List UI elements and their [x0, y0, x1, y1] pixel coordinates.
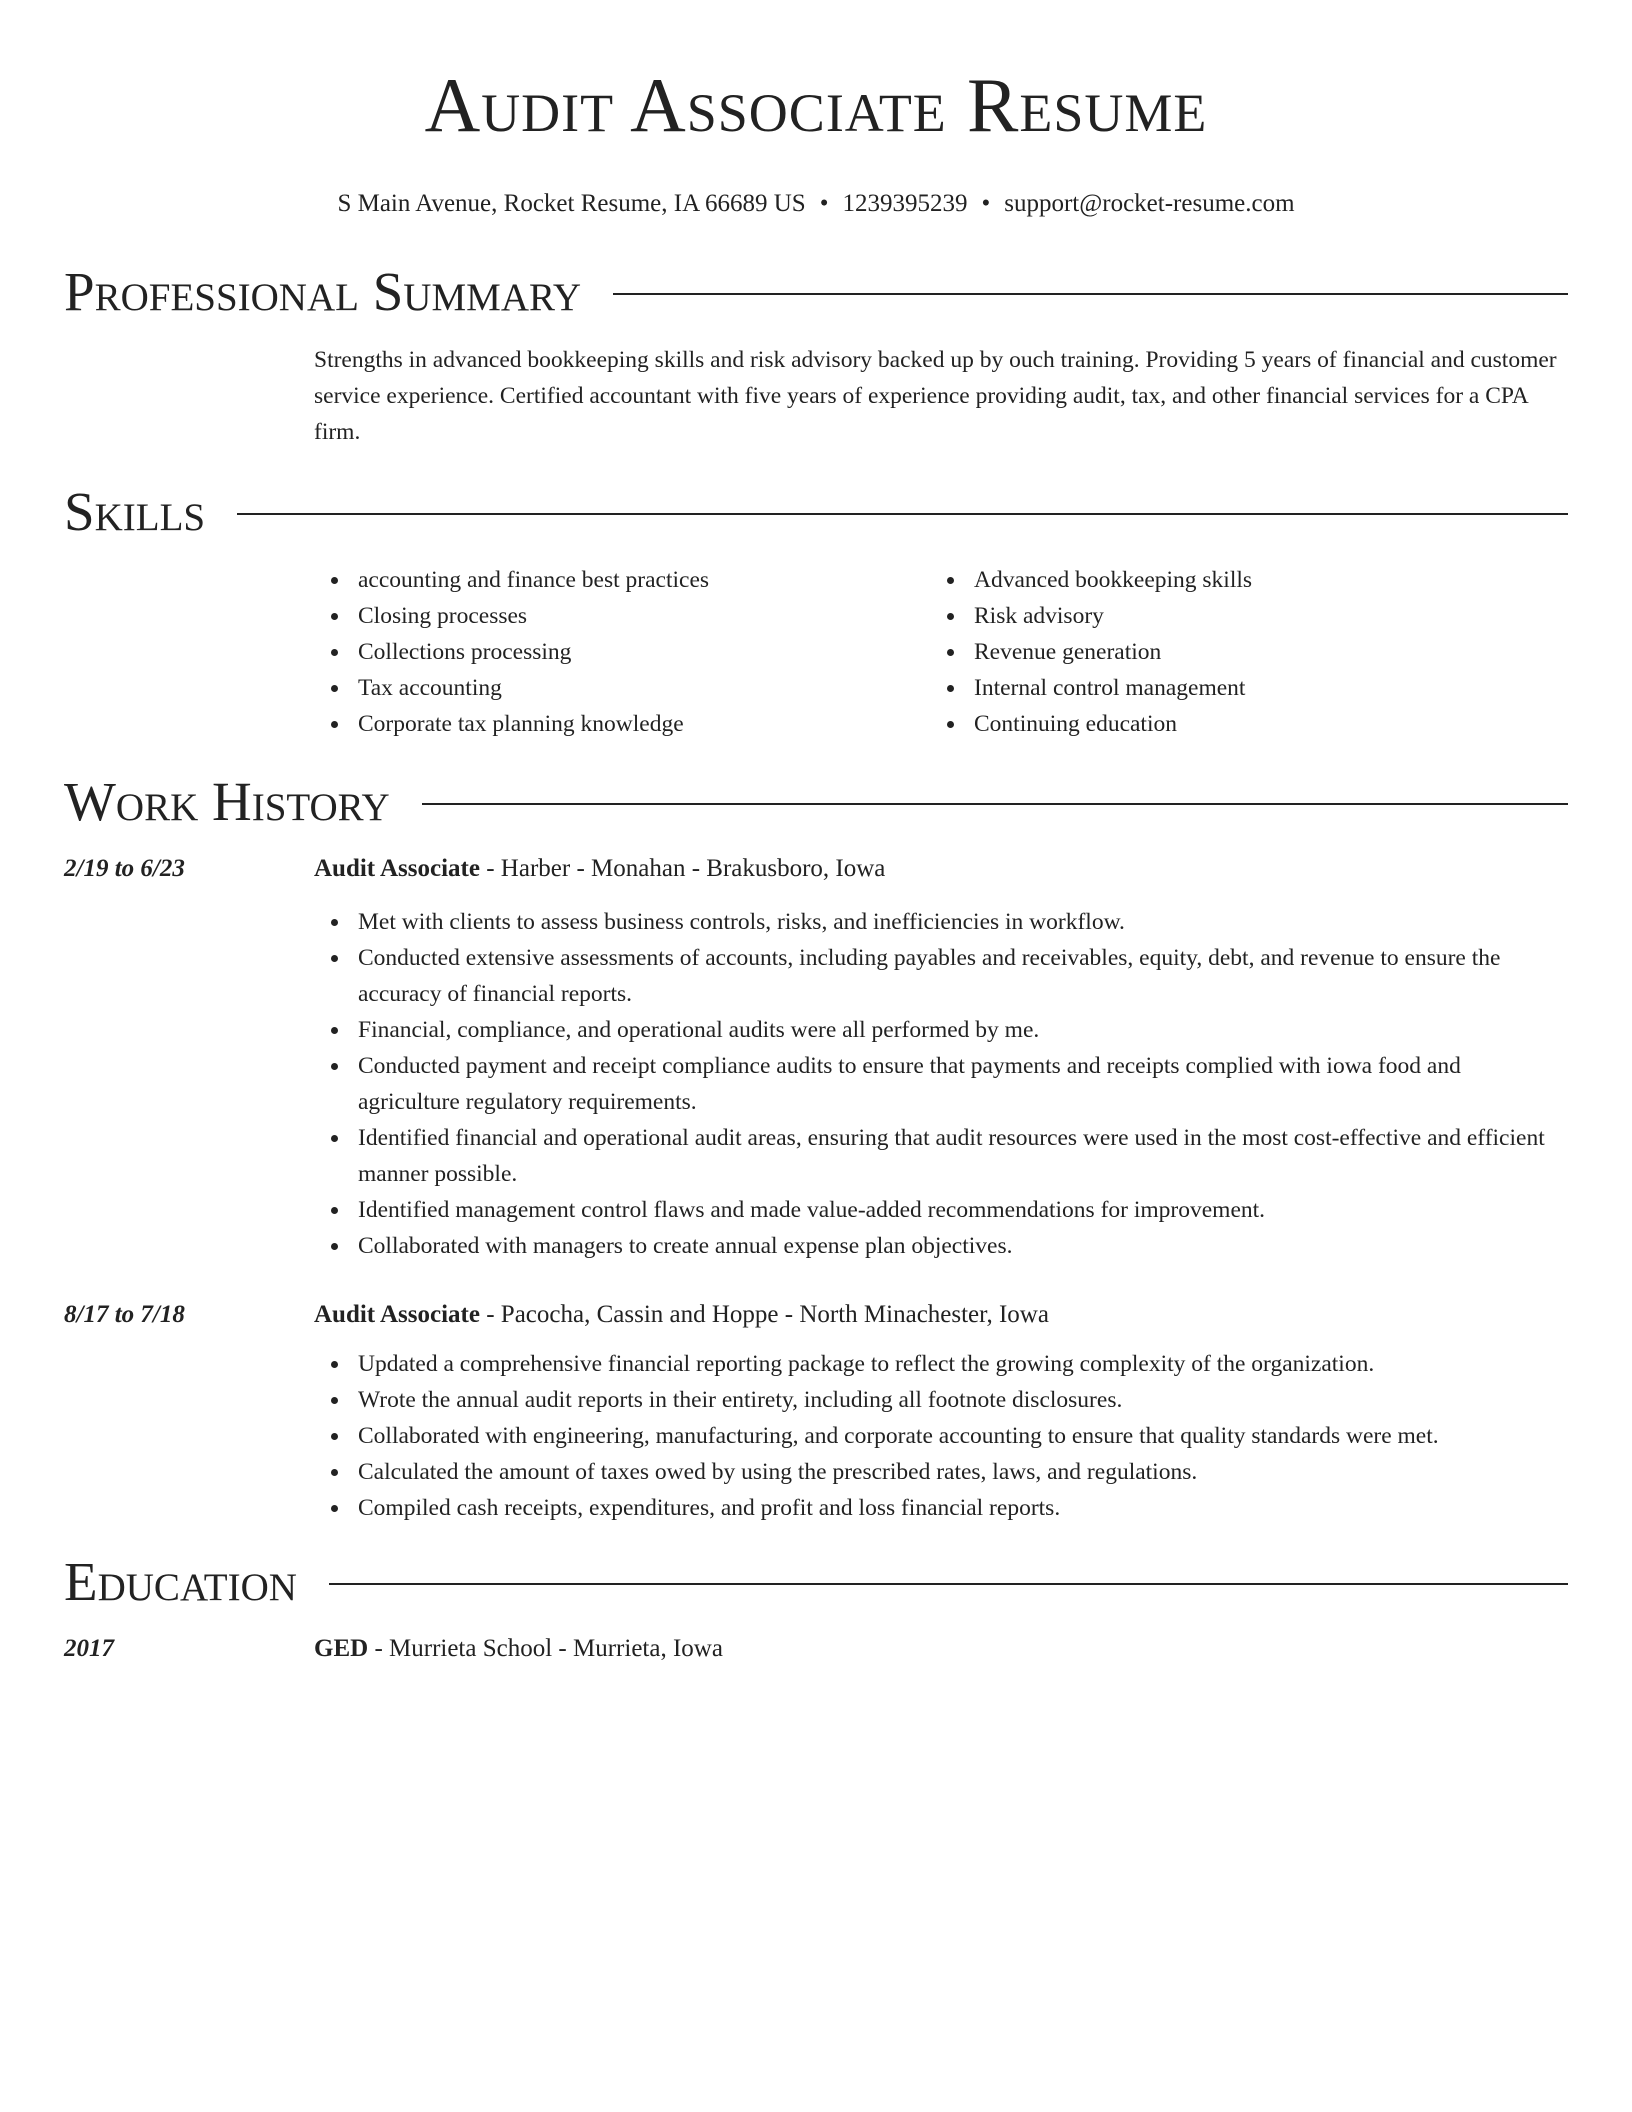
skill-item: Revenue generation	[974, 634, 1546, 670]
section-divider	[613, 293, 1568, 295]
job-title: Audit Associate	[314, 855, 480, 882]
education-section-header	[64, 1550, 1568, 1614]
education-heading-line	[314, 1632, 723, 1666]
job-heading	[314, 1298, 1049, 1332]
skill-item: Internal control management	[974, 670, 1546, 706]
job-bullet: Identified management control flaws and made value-added recommendations for improvement.	[358, 1192, 1568, 1228]
job-header	[64, 852, 1568, 886]
skill-item: Risk advisory	[974, 598, 1546, 634]
job-dates: 8/17 to 7/18	[64, 1301, 185, 1328]
education-degree: GED	[314, 1635, 369, 1662]
skills-list	[314, 562, 1568, 742]
job-bullet: Compiled cash receipts, expenditures, and profit and loss financial reports.	[358, 1490, 1568, 1526]
contact-line	[64, 188, 1568, 220]
job-header	[64, 1298, 1568, 1332]
job-dates: 2/19 to 6/23	[64, 855, 185, 882]
section-divider	[422, 803, 1568, 805]
education-year: 2017	[64, 1635, 114, 1662]
section-divider	[237, 513, 1568, 515]
job-bullet: Wrote the annual audit reports in their entirety, including all footnote disclosures.	[358, 1382, 1568, 1418]
phone: 1239395239	[842, 190, 968, 217]
education-entry	[64, 1632, 1568, 1666]
work-heading: Work History	[64, 771, 390, 832]
skill-item: Advanced bookkeeping skills	[974, 562, 1546, 598]
separator: •	[981, 190, 991, 217]
education-heading: Education	[64, 1551, 297, 1612]
email: support@rocket-resume.com	[1004, 190, 1295, 217]
work-section-header	[64, 770, 1568, 834]
resume-title: Audit Associate Resume	[424, 62, 1208, 148]
job-bullet: Collaborated with engineering, manufacturing, and corporate accounting to ensure that quality standards were met.	[358, 1418, 1568, 1454]
job-title: Audit Associate	[314, 1301, 480, 1328]
summary-text: Strengths in advanced bookkeeping skills and risk advisory backed up by ouch training. Providing 5 years of financial and customer service experience. Certified accountant with five years of experience providing audit, tax, and other financial services for a CPA firm.	[314, 347, 1557, 445]
job-details: - Pacocha, Cassin and Hoppe - North Minachester, Iowa	[479, 1301, 1049, 1328]
skills-column-left	[314, 562, 930, 742]
job-bullets	[64, 1346, 1568, 1526]
skill-item: Tax accounting	[358, 670, 930, 706]
skill-item: Corporate tax planning knowledge	[358, 706, 930, 742]
skill-item: Closing processes	[358, 598, 930, 634]
skills-heading: Skills	[64, 481, 206, 542]
summary-heading: Professional Summary	[64, 261, 582, 322]
job-bullet: Conducted extensive assessments of accounts, including payables and receivables, equity, debt, and revenue to ensure the accuracy of financial reports.	[358, 940, 1568, 1012]
job-bullet: Collaborated with managers to create annual expense plan objectives.	[358, 1228, 1568, 1264]
job-bullet: Financial, compliance, and operational audits were all performed by me.	[358, 1012, 1568, 1048]
job-details: - Harber - Monahan - Brakusboro, Iowa	[479, 855, 886, 882]
job-heading	[314, 852, 885, 886]
job-bullet: Met with clients to assess business controls, risks, and inefficiencies in workflow.	[358, 904, 1568, 940]
skill-item: Collections processing	[358, 634, 930, 670]
job-bullet: Updated a comprehensive financial reporting package to reflect the growing complexity of the organization.	[358, 1346, 1568, 1382]
summary-section-header	[64, 260, 1568, 324]
address: S Main Avenue, Rocket Resume, IA 66689 US	[337, 190, 806, 217]
skills-column-right	[930, 562, 1546, 742]
skill-item: Continuing education	[974, 706, 1546, 742]
job-bullets	[64, 904, 1568, 1264]
skill-item: accounting and finance best practices	[358, 562, 930, 598]
skills-section-header	[64, 480, 1568, 544]
job-entry	[64, 852, 1568, 1264]
job-bullet: Conducted payment and receipt compliance audits to ensure that payments and receipts complied with iowa food and agriculture regulatory requirements.	[358, 1048, 1568, 1120]
job-entry	[64, 1298, 1568, 1526]
separator: •	[819, 190, 829, 217]
section-divider	[329, 1583, 1568, 1585]
job-bullet: Calculated the amount of taxes owed by using the prescribed rates, laws, and regulations.	[358, 1454, 1568, 1490]
education-details: - Murrieta School - Murrieta, Iowa	[368, 1635, 723, 1662]
job-bullet: Identified financial and operational audit areas, ensuring that audit resources were used in the most cost-effective and efficient manner possible.	[358, 1120, 1568, 1192]
